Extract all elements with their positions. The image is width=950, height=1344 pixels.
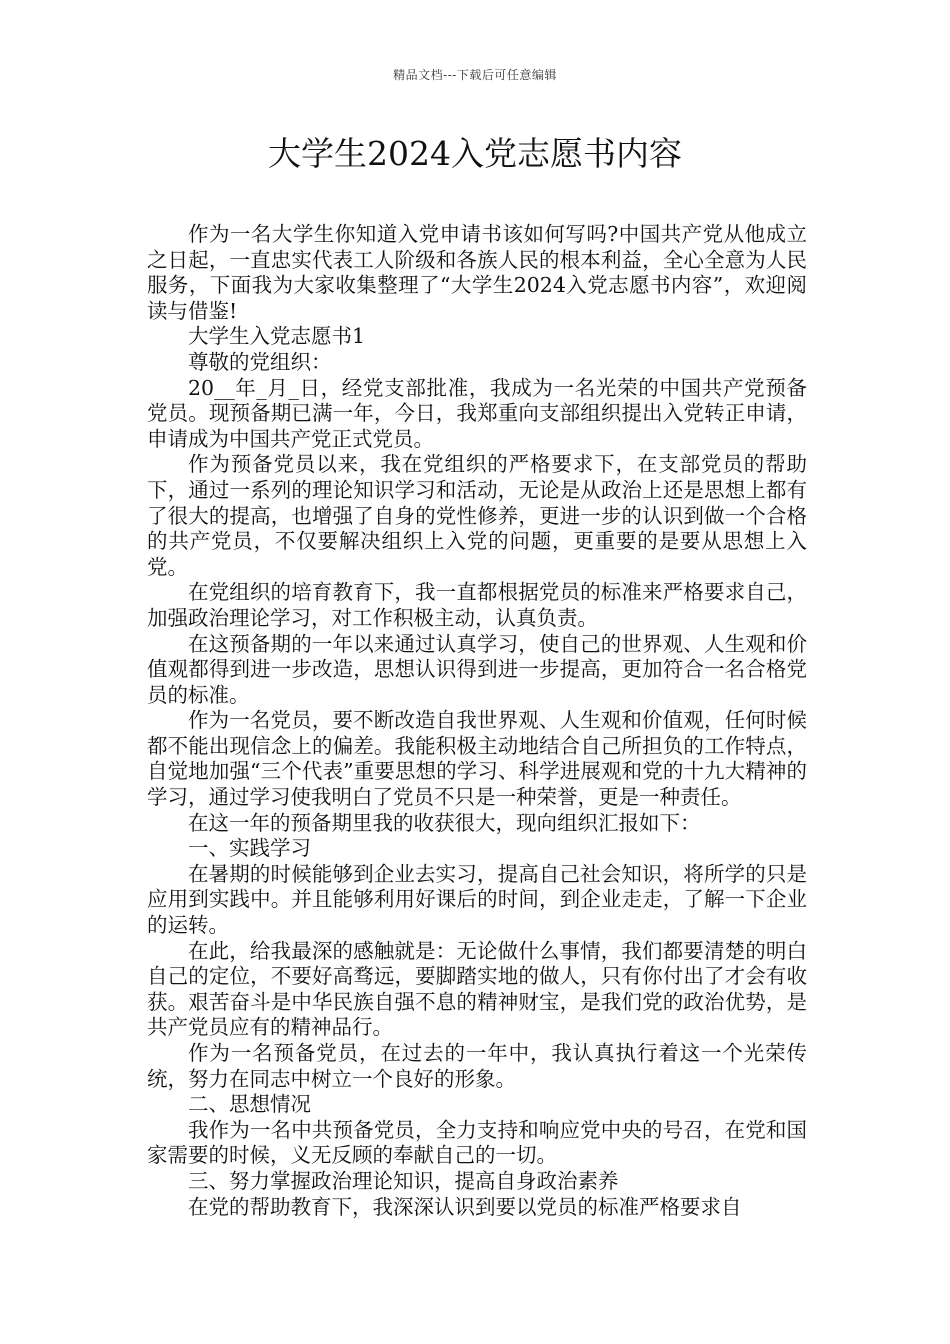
paragraph-intro: 作为一名大学生你知道入党申请书该如何写吗?中国共产党从他成立之日起，一直忠实代表工人阶级和各族人民的根本利益，全心全意为人民服务，下面我为大家收集整理了“大学生2024入党志愿书内容”，欢迎阅读与借鉴! bbox=[147, 222, 807, 323]
paragraph: 作为一名党员，要不断改造自我世界观、人生观和价值观，任何时候都不能出现信念上的偏差。我能积极主动地结合自己所担负的工作特点，自觉地加强“三个代表”重要思想的学习、科学进展观和党的十九大精神的学习，通过学习使我明白了党员不只是一种荣誉，更是一种责任。 bbox=[147, 708, 807, 810]
paragraph: 在党的帮助教育下，我深深认识到要以党员的标准严格要求自 bbox=[188, 1194, 742, 1219]
section-heading: 三、努力掌握政治理论知识，提高自身政治素养 bbox=[188, 1168, 619, 1193]
paragraph: 作为一名预备党员，在过去的一年中，我认真执行着这一个光荣传统，努力在同志中树立一个良好的形象。 bbox=[147, 1041, 807, 1091]
document-body bbox=[147, 222, 807, 1220]
paragraph: 在此，给我最深的感触就是：无论做什么事情，我们都要清楚的明白自己的定位，不要好高骛远，要脚踏实地的做人，只有你付出了才会有收获。艰苦奋斗是中华民族自强不息的精神财宝，是我们党的政治优势，是共产党员应有的精神品行。 bbox=[147, 938, 807, 1040]
paragraph: 在暑期的时候能够到企业去实习，提高自己社会知识，将所学的只是应用到实践中。并且能够利用好课后的时间，到企业走走，了解一下企业的运转。 bbox=[147, 861, 807, 938]
document-title: 大学生2024入党志愿书内容 bbox=[268, 134, 682, 173]
header-note: 精品文档---下载后可任意编辑 bbox=[393, 68, 557, 82]
paragraph: 作为预备党员以来，我在党组织的严格要求下，在支部党员的帮助下，通过一系列的理论知识学习和活动，无论是从政治上还是思想上都有了很大的提高，也增强了自身的党性修养，更进一步的认识到做一个合格的共产党员，不仅要解决组织上入党的问题，更重要的是要从思想上入党。 bbox=[147, 452, 807, 579]
section-heading: 一、实践学习 bbox=[188, 836, 311, 861]
paragraph: 在这预备期的一年以来通过认真学习，使自己的世界观、人生观和价值观都得到进一步改造，思想认识得到进一步提高，更加符合一名合格党员的标准。 bbox=[147, 631, 807, 707]
paragraph: 在党组织的培育教育下，我一直都根据党员的标准来严格要求自己，加强政治理论学习，对工作积极主动，认真负责。 bbox=[147, 580, 807, 630]
section-heading: 二、思想情况 bbox=[188, 1092, 311, 1117]
paragraph-heading-letter: 大学生入党志愿书1 bbox=[188, 324, 366, 349]
paragraph: 20__年_月_日，经党支部批准，我成为一名光荣的中国共产党预备党员。现预备期已满一年，今日，我郑重向支部组织提出入党转正申请，申请成为中国共产党正式党员。 bbox=[147, 375, 807, 451]
paragraph: 我作为一名中共预备党员，全力支持和响应党中央的号召，在党和国家需要的时候，义无反顾的奉献自己的一切。 bbox=[147, 1117, 807, 1168]
paragraph-salutation: 尊敬的党组织： bbox=[188, 349, 332, 374]
paragraph: 在这一年的预备期里我的收获很大，现向组织汇报如下： bbox=[188, 810, 701, 835]
